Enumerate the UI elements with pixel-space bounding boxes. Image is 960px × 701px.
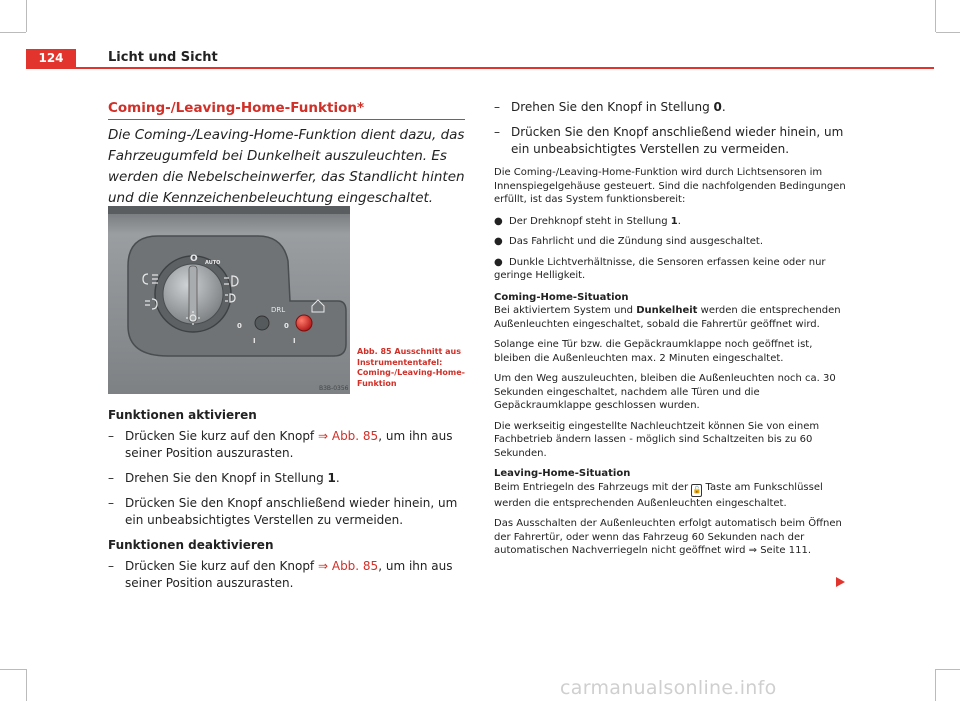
figure-caption: Abb. 85 Ausschnitt aus Instrumententafel: Coming-/Leaving-Home-Funktion [357,347,466,388]
crop-mark [936,669,960,670]
figure-link[interactable]: ⇒ Abb. 85 [317,559,379,573]
figure-code: B3B-0356 [319,385,349,392]
knob-grip [189,266,197,322]
drl-zero-label: 0 [237,322,242,330]
crop-mark [26,0,27,32]
activate-heading: Funktionen aktivieren [108,408,257,422]
drl-label: DRL [271,306,286,314]
crop-mark [935,669,936,701]
coming-home-button[interactable] [296,315,312,331]
unlock-key-icon: 🔓 [691,484,702,497]
crop-mark [936,32,960,33]
crop-mark [935,0,936,32]
section-intro: Die Coming-/Leaving-Home-Funktion dient dazu, das Fahrzeugumfeld bei Dunkelheit auszuleuchten. Es werden die Nebelscheinwerfer, das Standlicht hinten und die Kennzeichenbeleuchtung eingeschaltet. [108,127,465,206]
coming-home-heading: Coming-Home-Situation [494,291,629,303]
list-item: – Drücken Sie kurz auf den Knopf ⇒ Abb. 85, um ihn aus seiner Position auszurasten. [108,559,453,590]
list-item: – Drücken Sie den Knopf anschließend wieder hinein, um ein unbeabsichtigtes Verstellen zu vermeiden. [494,125,844,156]
light-switch-figure [108,206,350,394]
chl-one-label: I [293,337,296,345]
drl-one-label: I [253,337,256,345]
crop-mark [0,32,26,33]
section-title: Coming-/Leaving-Home-Funktion* [108,100,365,116]
paragraph: Beim Entriegeln des Fahrzeugs mit der 🔓 Taste am Funkschlüssel werden die entsprechenden Außenleuchten eingeschaltet. [494,481,823,509]
chl-zero-label: 0 [284,322,289,330]
paragraph: Um den Weg auszuleuchten, bleiben die Außenleuchten noch ca. 30 Sekunden eingeschaltet, nachdem alle Türen und die Gepäckraumklappe geschlossen wurden. [494,373,836,411]
list-item: – Drehen Sie den Knopf in Stellung 1. [108,471,340,485]
paragraph: Die Coming-/Leaving-Home-Funktion wird durch Lichtsensoren im Innenspiegelgehäuse gesteuert. Sind die nachfolgenden Bedingungen erfüllt, ist das System funktionsbereit: [494,167,846,205]
paragraph: Das Ausschalten der Außenleuchten erfolgt automatisch beim Öffnen der Fahrertür, oder wenn das Fahrzeug 60 Sekunden nach der automatischen Nachverriegeln nicht geöffnet wird ⇒ Seite 111. [494,518,842,556]
watermark: carmanualsonline.info [560,677,777,699]
chapter-title: Licht und Sicht [108,50,218,65]
list-item: ● Dunkle Lichtverhältnisse, die Sensoren erfassen keine oder nur geringe Helligkeit. [494,256,826,281]
continue-arrow-icon [836,577,845,587]
right-column [494,99,850,558]
list-item: – Drücken Sie kurz auf den Knopf ⇒ Abb. 85, um ihn aus seiner Position auszurasten. [108,429,453,460]
header-rule [26,67,934,69]
leaving-home-heading: Leaving-Home-Situation [494,468,631,479]
list-item: ● Der Drehknopf steht in Stellung 1. [494,215,681,227]
figure-link[interactable]: ⇒ Abb. 85 [317,429,379,443]
paragraph: Die werkseitig eingestellte Nachleuchtzeit können Sie von einem Fachbetrieb ändern lassen - möglich sind Schaltzeiten bis zu 60 Sekunden. [494,420,820,459]
light-switch-illustration [108,206,350,394]
list-item: – Drücken Sie den Knopf anschließend wieder hinein, um ein unbeabsichtigtes Verstellen zu vermeiden. [108,496,458,527]
section-rule [108,119,465,120]
drl-button[interactable] [255,316,269,330]
crop-mark [0,669,26,670]
crop-mark [26,669,27,701]
position-auto-label: AUTO [205,260,221,266]
left-column [108,407,466,592]
position-o-label: O [190,254,198,264]
paragraph: Bei aktiviertem System und Dunkelheit werden die entsprechenden Außenleuchten eingeschaltet, sobald die Fahrertür geöffnet wird. [494,305,841,330]
deactivate-heading: Funktionen deaktivieren [108,538,274,552]
list-item: – Drehen Sie den Knopf in Stellung 0. [494,100,726,114]
list-item: ● Das Fahrlicht und die Zündung sind ausgeschaltet. [494,236,764,247]
paragraph: Solange eine Tür bzw. die Gepäckraumklappe noch geöffnet ist, bleiben die Außenleuchten max. 2 Minuten eingeschaltet. [494,339,813,364]
page-number: 124 [26,49,76,67]
